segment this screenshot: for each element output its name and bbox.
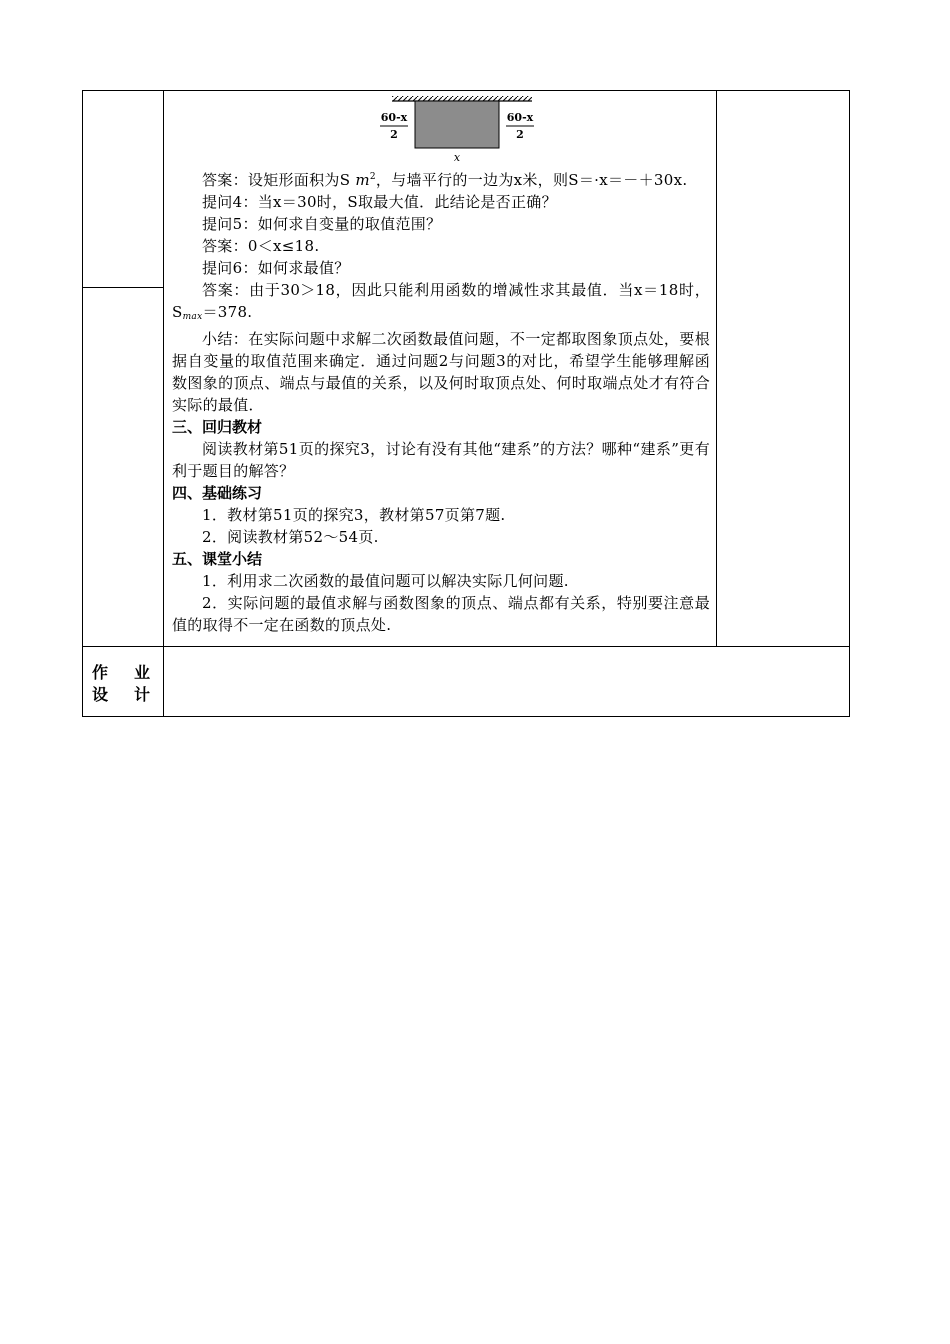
lesson-content bbox=[172, 92, 710, 636]
bottom-label: x bbox=[453, 151, 461, 164]
question-6: 提问6：如何求最值？ bbox=[202, 259, 350, 277]
column-divider-left bbox=[163, 90, 164, 717]
wall-diagram bbox=[172, 92, 710, 166]
section-4-item-1: 1．教材第51页的探究3，教材第57页第7题. bbox=[202, 506, 506, 524]
question-5: 提问5：如何求自变量的取值范围？ bbox=[202, 215, 442, 233]
homework-label bbox=[86, 662, 156, 706]
wall-rectangle-figure bbox=[172, 92, 710, 166]
right-label-den: 2 bbox=[516, 128, 524, 141]
section-5-item-1: 1．利用求二次函数的最值问题可以解决实际几何问题. bbox=[202, 572, 569, 590]
answer-6: 答案：由于30＞18，因此只能利用函数的增减性求其最值．当x＝18时，$S_{max}=378$. bbox=[172, 281, 710, 322]
rectangle-shape bbox=[415, 101, 499, 148]
left-label-den: 2 bbox=[390, 128, 398, 141]
homework-row-divider bbox=[82, 646, 849, 647]
answer-5: 答案：0＜x≤18. bbox=[202, 237, 320, 255]
homework-char-1: 作 bbox=[92, 663, 109, 682]
section-5-item-2: 2．实际问题的最值求解与函数图象的顶点、端点都有关系，特别要注意最值的取得不一定在函数的顶点处. bbox=[172, 594, 710, 634]
homework-char-4: 计 bbox=[133, 685, 150, 704]
column-divider-right bbox=[716, 90, 717, 647]
section-heading-5: 五、课堂小结 bbox=[172, 550, 263, 568]
summary: 小结：在实际问题中求解二次函数最值问题，不一定都取图象顶点处，要根据自变量的取值范围来确定．通过问题2与问题3的对比，希望学生能够理解函数图象的顶点、端点与最值的关系，以及何时取顶点处、何时取端点处才有符合实际的最值． bbox=[172, 330, 710, 414]
homework-char-3: 设 bbox=[92, 685, 109, 704]
section-3-item: 阅读教材第51页的探究3，讨论有没有其他“建系”的方法？哪种“建系”更有利于题目的解答？ bbox=[172, 440, 710, 480]
right-label-num: 60-x bbox=[506, 111, 534, 124]
section-4-item-2: 2．阅读教材第52～54页. bbox=[202, 528, 379, 546]
left-label-num: 60-x bbox=[380, 111, 408, 124]
section-heading-3: 三、回归教材 bbox=[172, 418, 263, 436]
wall-hatch bbox=[392, 96, 532, 101]
question-4: 提问4：当x＝30时，S取最大值．此结论是否正确？ bbox=[202, 193, 557, 211]
answer-1: 答案：设矩形面积为S $m^2$，与墙平行的一边为x米，则S＝·x＝－＋30x. bbox=[202, 171, 688, 189]
section-heading-4: 四、基础练习 bbox=[172, 484, 263, 502]
left-cell-divider bbox=[82, 287, 164, 288]
homework-char-2: 业 bbox=[133, 663, 150, 682]
